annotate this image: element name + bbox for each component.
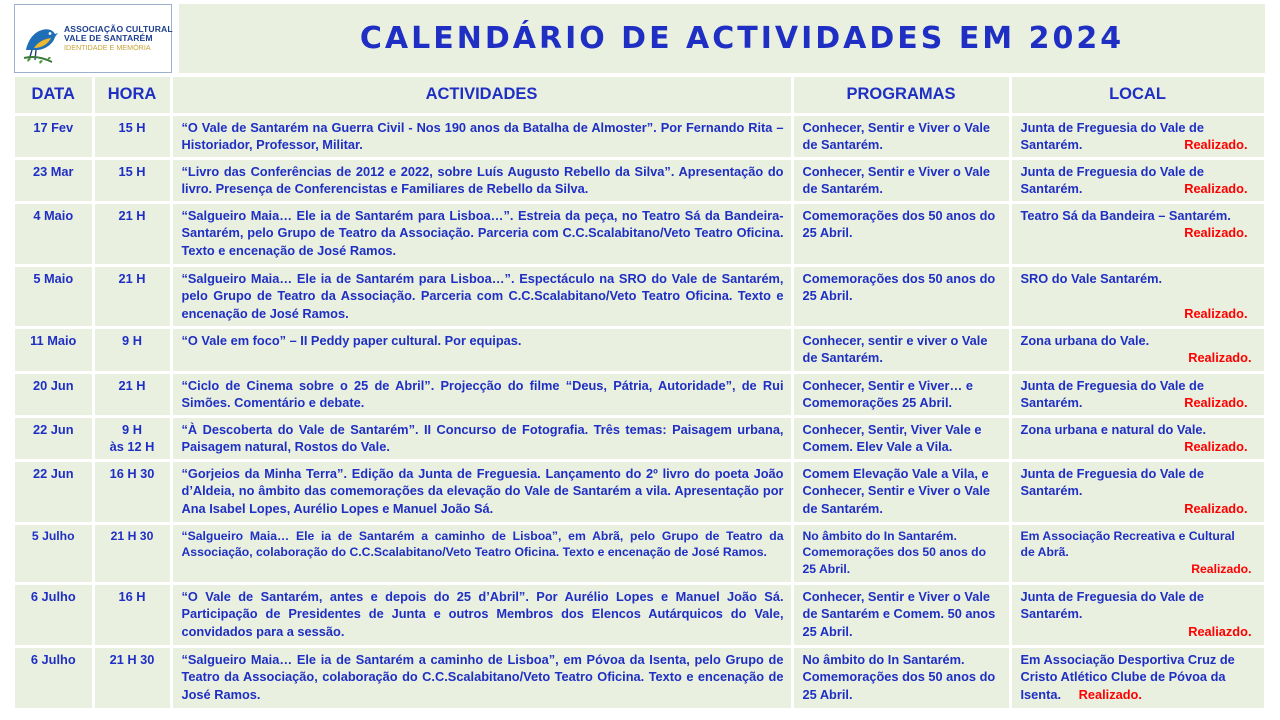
- hora-start: 9 H: [122, 421, 142, 437]
- cell-actividade: “Salgueiro Maia… Ele ia de Santarém para Lisboa…”. Espectáculo na SRO do Vale de Santarém, pelo Grupo de Teatro da Associação. Parceria com C.C.Scalabitano/Veto Teatro Oficina. Texto e encenação de José Ramos.: [171, 265, 792, 327]
- table-row: [15, 114, 1265, 158]
- cell-programa: No âmbito do In Santarém. Comemorações dos 50 anos do 25 Abril.: [792, 523, 1010, 583]
- local-text: Teatro Sá da Bandeira – Santarém.: [1020, 207, 1231, 223]
- cell-local: [1010, 327, 1265, 372]
- status-badge: Realizado.: [1078, 686, 1142, 702]
- cell-hora: 21 H: [93, 265, 171, 327]
- local-text: Zona urbana e natural do Vale.: [1020, 421, 1207, 437]
- cell-programa: Conhecer, Sentir e Viver o Vale de Santarém.: [792, 158, 1010, 202]
- cell-programa: Conhecer, Sentir e Viver o Vale de Santarém e Comem. 50 anos 25 Abril.: [792, 583, 1010, 646]
- header-programas: PROGRAMAS: [792, 77, 1010, 114]
- cell-programa: Conhecer, sentir e viver o Vale de Santarém.: [792, 327, 1010, 372]
- status-badge: Realizado.: [1184, 305, 1248, 321]
- cell-data: 6 Julho: [15, 583, 93, 646]
- cell-actividade: “Salgueiro Maia… Ele ia de Santarém a caminho de Lisboa”, em Abrã, pelo Grupo de Teatro da Associação, colaboração do C.C.Scalabitano/Veto Teatro Oficina. Texto e encenação de José Ramos.: [171, 523, 792, 583]
- cell-local: [1010, 202, 1265, 265]
- logo-line-3: IDENTIDADE E MEMÓRIA: [64, 43, 151, 53]
- cell-programa: Conhecer, Sentir, Viver Vale e Comem. Elev Vale a Vila.: [792, 416, 1010, 460]
- cell-programa: Comem Elevação Vale a Vila, e Conhecer, Sentir e Viver o Vale de Santarém.: [792, 460, 1010, 523]
- cell-hora: 21 H 30: [93, 523, 171, 583]
- status-badge: Realizado.: [1184, 439, 1248, 455]
- cell-data: 22 Jun: [15, 460, 93, 523]
- cell-hora: 21 H: [93, 372, 171, 416]
- cell-programa: Comemorações dos 50 anos do 25 Abril.: [792, 202, 1010, 265]
- table-row: [15, 265, 1265, 327]
- cell-hora: 16 H: [93, 583, 171, 646]
- logo-line-2: VALE DE SANTARÉM: [64, 33, 153, 44]
- table-row: [15, 583, 1265, 646]
- hora-end: às 12 H: [109, 439, 155, 455]
- cell-data: 23 Mar: [15, 158, 93, 202]
- status-badge: Realizado.: [1184, 137, 1248, 153]
- cell-hora: [93, 416, 171, 460]
- cell-actividade: “Salgueiro Maia… Ele ia de Santarém a caminho de Lisboa”, em Póvoa da Isenta, pelo Grupo de Teatro da Associação, colaboração do C.C.Scalabitano/Veto Teatro Oficina. Texto e encenação de José Ramos.: [171, 646, 792, 709]
- local-text: Em Associação Recreativa e Cultural de Abrã.: [1020, 528, 1235, 560]
- cell-programa: Comemorações dos 50 anos do 25 Abril.: [792, 265, 1010, 327]
- cell-local: [1010, 416, 1265, 460]
- cell-actividade: “O Vale em foco” – II Peddy paper cultural. Por equipas.: [171, 327, 792, 372]
- table-row: [15, 327, 1265, 372]
- cell-actividade: “Salgueiro Maia… Ele ia de Santarém para Lisboa…”. Estreia da peça, no Teatro Sá da Bandeira-Santarém, pelo Grupo de Teatro da Associação. Parceria com C.C.Scalabitano/Veto Teatro Oficina. Texto e encenação de José Ramos.: [171, 202, 792, 265]
- status-badge: Realiazdo.: [1188, 623, 1252, 639]
- cell-actividade: “À Descoberta do Vale de Santarém”. II Concurso de Fotografia. Três temas: Paisagem urbana, Paisagem natural, Rostos do Vale.: [171, 416, 792, 460]
- cell-local: [1010, 460, 1265, 523]
- cell-actividade: “Gorjeios da Minha Terra”. Edição da Junta de Freguesia. Lançamento do 2º livro do poeta João d’Aldeia, no âmbito das comemorações da elevação do Vale de Santarém a vila. Apresentação por Ana Isabel Lopes, Aurélio Lopes e Manuel João Sá.: [171, 460, 792, 523]
- cell-data: 5 Maio: [15, 265, 93, 327]
- cell-actividade: “Livro das Conferências de 2012 e 2022, sobre Luís Augusto Rebello da Silva”. Apresentação do livro. Presença de Conferencistas e Familiares de Rebello da Silva.: [171, 158, 792, 202]
- activities-calendar-table: [15, 77, 1267, 711]
- header-actividades: ACTIVIDADES: [171, 77, 792, 114]
- page-title: CALENDÁRIO DE ACTIVIDADES EM 2024: [359, 21, 1125, 56]
- cell-data: 22 Jun: [15, 416, 93, 460]
- status-badge: Realizado.: [1184, 500, 1248, 516]
- status-badge: Realizado.: [1184, 225, 1248, 241]
- cell-programa: Conhecer, Sentir e Viver… e Comemorações 25 Abril.: [792, 372, 1010, 416]
- cell-data: 4 Maio: [15, 202, 93, 265]
- local-text: Junta de Freguesia do Vale de Santarém.: [1020, 588, 1204, 622]
- cell-local: [1010, 372, 1265, 416]
- cell-local: [1010, 583, 1265, 646]
- cell-actividade: “O Vale de Santarém na Guerra Civil - Nos 190 anos da Batalha de Almoster”. Por Fernando Rita – Historiador, Professor, Militar.: [171, 114, 792, 158]
- status-badge: Realizado.: [1191, 561, 1252, 576]
- cell-hora: 21 H: [93, 202, 171, 265]
- local-text: Junta de Freguesia do Vale de Santarém.: [1020, 465, 1204, 499]
- local-text: Junta de Freguesia do Vale de Santarém.: [1020, 377, 1204, 411]
- table-row: [15, 460, 1265, 523]
- cell-local: [1010, 158, 1265, 202]
- status-badge: Realizado.: [1184, 395, 1248, 411]
- local-text: Junta de Freguesia do Vale de Santarém.: [1020, 119, 1204, 153]
- header-hora: HORA: [93, 77, 171, 114]
- cell-hora: 16 H 30: [93, 460, 171, 523]
- cell-hora: 15 H: [93, 114, 171, 158]
- cell-data: 17 Fev: [15, 114, 93, 158]
- cell-local: [1010, 646, 1265, 709]
- association-logo: [14, 4, 172, 73]
- cell-hora: 15 H: [93, 158, 171, 202]
- local-text: Junta de Freguesia do Vale de Santarém.: [1020, 163, 1204, 197]
- local-text: Em Associação Desportiva Cruz de Cristo Atlético Clube de Póvoa da Isenta.: [1020, 651, 1235, 702]
- bird-logo-icon: [20, 10, 60, 68]
- cell-local: [1010, 523, 1265, 583]
- status-badge: Realizado.: [1184, 181, 1248, 197]
- table-row: [15, 416, 1265, 460]
- table-row: [15, 646, 1265, 709]
- local-text: SRO do Vale Santarém.: [1020, 270, 1163, 286]
- title-bar: [179, 4, 1265, 73]
- table-row: [15, 523, 1265, 583]
- header-data: DATA: [15, 77, 93, 114]
- table-row: [15, 202, 1265, 265]
- cell-data: 11 Maio: [15, 327, 93, 372]
- logo-line-1: ASSOCIAÇÃO CULTURAL: [64, 24, 173, 35]
- table-row: [15, 372, 1265, 416]
- cell-data: 6 Julho: [15, 646, 93, 709]
- cell-programa: Conhecer, Sentir e Viver o Vale de Santarém.: [792, 114, 1010, 158]
- cell-local: [1010, 265, 1265, 327]
- local-text: Zona urbana do Vale.: [1020, 332, 1150, 348]
- cell-actividade: “Ciclo de Cinema sobre o 25 de Abril”. Projecção do filme “Deus, Pátria, Autoridade”, de Rui Simões. Comentário e debate.: [171, 372, 792, 416]
- table-row: [15, 158, 1265, 202]
- table-header-row: [15, 77, 1265, 114]
- cell-programa: No âmbito do In Santarém. Comemorações dos 50 anos do 25 Abril.: [792, 646, 1010, 709]
- cell-actividade: “O Vale de Santarém, antes e depois do 25 d’Abril”. Por Aurélio Lopes e Manuel João Sá. Participação de Presidentes de Junta e outros Membros dos Elencos Autárquicos do Vale, convidados para a sessão.: [171, 583, 792, 646]
- cell-hora: 21 H 30: [93, 646, 171, 709]
- cell-local: [1010, 114, 1265, 158]
- status-badge: Realizado.: [1188, 350, 1252, 366]
- header-local: LOCAL: [1010, 77, 1265, 114]
- cell-hora: 9 H: [93, 327, 171, 372]
- cell-data: 5 Julho: [15, 523, 93, 583]
- cell-data: 20 Jun: [15, 372, 93, 416]
